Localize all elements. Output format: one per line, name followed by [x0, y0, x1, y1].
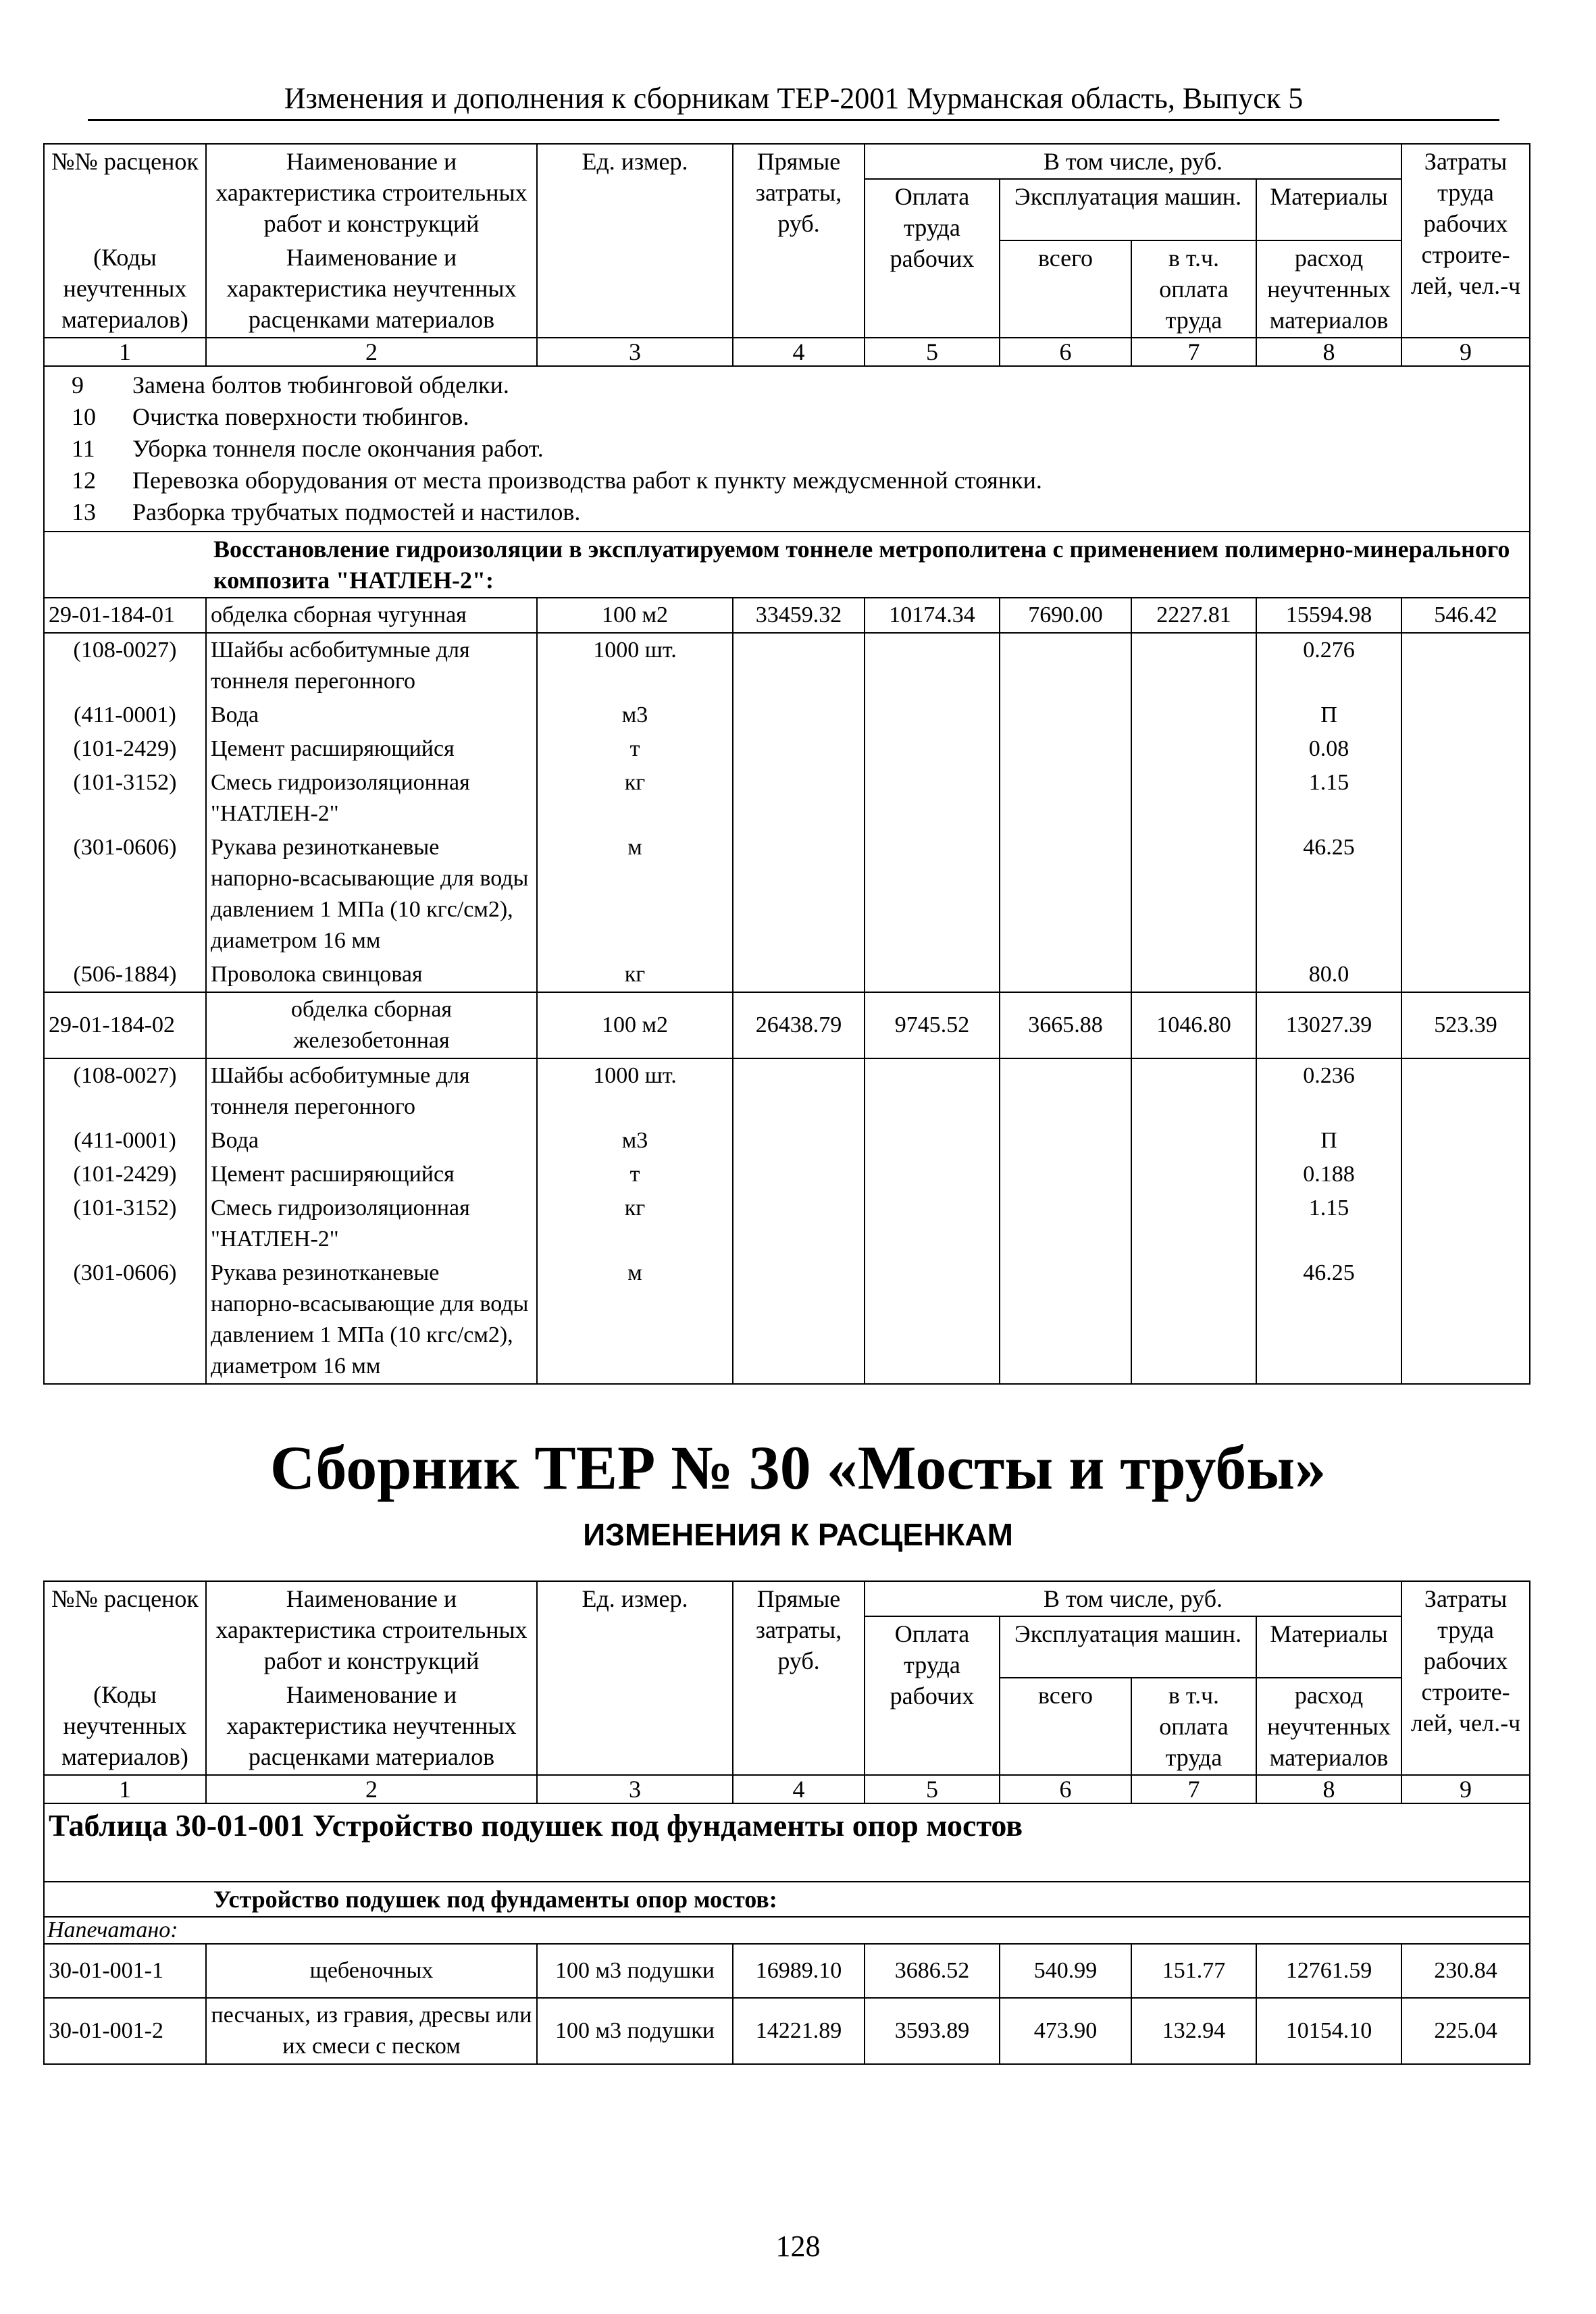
rate-row: [44, 1944, 1530, 1998]
rate-code: 29-01-184-01: [44, 598, 206, 633]
rates-table-30: [43, 1580, 1530, 2065]
col-direct-header: Прямые затраты, руб.: [733, 1581, 865, 1775]
notes-list: [44, 366, 1530, 532]
rate-machines-labor: 2227.81: [1131, 598, 1256, 633]
table2-rows: [44, 1944, 1530, 2064]
rate-unit: 100 м3 подушки: [537, 1998, 733, 2064]
material-row: (506-1884) Проволока свинцовая кг 80.0: [44, 958, 1530, 992]
rate-direct: 26438.79: [733, 992, 865, 1058]
col-unit-header: Ед. измер.: [537, 144, 733, 338]
rate-code: 30-01-001-1: [44, 1944, 206, 1998]
section-title: Устройство подушек под фундаменты опор мостов:: [44, 1882, 1530, 1917]
rate-name: обделка сборная железобетонная: [206, 992, 537, 1058]
rate-materials: 15594.98: [1256, 598, 1401, 633]
note-item: 9 Замена болтов тюбинговой обделки.: [72, 371, 509, 398]
rate-row: [44, 1998, 1530, 2064]
col-mach-total-header: всего: [1000, 240, 1131, 338]
material-row: (301-0606) Рукава резинотканевые напорно-всасывающие для воды давлением 1 МПа (10 кгс/см2), диаметром 16 мм м 46.25: [44, 831, 1530, 958]
rate-machines-labor: 1046.80: [1131, 992, 1256, 1058]
col-mach-labor-header: в т.ч. оплата труда: [1131, 1678, 1256, 1775]
rate-direct: 14221.89: [733, 1998, 865, 2064]
page-header: Изменения и дополнения к сборникам ТЕР-2001 Мурманская область, Выпуск 5: [284, 82, 1304, 115]
section-title: Восстановление гидроизоляции в эксплуатируемом тоннеле метрополитена с применением полимерно-минерального композита "НАТЛЕН-2":: [44, 532, 1530, 598]
col-direct-header: Прямые затраты, руб.: [733, 144, 865, 338]
note-item: 13 Разборка трубчатых подмостей и настилов.: [72, 498, 581, 525]
material-row: (101-2429) Цемент расширяющийся т 0.188: [44, 1158, 1530, 1191]
header-rule: [88, 119, 1499, 121]
rate-unit: 100 м2: [537, 992, 733, 1058]
material-row: (108-0027) Шайбы асбобитумные для тоннеля перегонного 1000 шт. 0.236: [44, 1058, 1530, 1124]
note-item: 10 Очистка поверхности тюбингов.: [72, 403, 469, 430]
col-mat-usage-header: расход неучтенных материалов: [1256, 240, 1401, 338]
rate-materials: 12761.59: [1256, 1944, 1401, 1998]
rate-row: [44, 598, 1530, 633]
rate-labor: 3593.89: [865, 1998, 1000, 2064]
material-row: (101-3152) Смесь гидроизоляционная "НАТЛЕН-2" кг 1.15: [44, 766, 1530, 831]
rate-direct: 33459.32: [733, 598, 865, 633]
rate-row: [44, 992, 1530, 1058]
rate-hours: 523.39: [1401, 992, 1530, 1058]
col-labor-header: Оплата труда рабочих: [865, 179, 1000, 338]
col-name-header: Наименование и характеристика строительных работ и конструкций: [206, 144, 537, 240]
col-unit-header: Ед. измер.: [537, 1581, 733, 1775]
col-machines-header: Эксплуатация машин.: [1000, 179, 1256, 240]
material-row: (101-2429) Цемент расширяющийся т 0.08: [44, 732, 1530, 766]
col-materials-header: Материалы: [1256, 1616, 1401, 1678]
material-row: (411-0001) Вода м3 П: [44, 698, 1530, 732]
rate-direct: 16989.10: [733, 1944, 865, 1998]
rate-hours: 230.84: [1401, 1944, 1530, 1998]
rate-labor: 3686.52: [865, 1944, 1000, 1998]
rate-name: песчаных, из гравия, дресвы или их смеси с песком: [206, 1998, 537, 2064]
column-numbers: 1 2 3 4 5 6 7 8 9: [44, 338, 1530, 366]
rate-name: щебеночных: [206, 1944, 537, 1998]
rate-block-2: [44, 992, 1530, 1384]
note-item: 12 Перевозка оборудования от места производства работ к пункту междусменной стоянки.: [72, 467, 1042, 494]
column-numbers: 1 2 3 4 5 6 7 8 9: [44, 1775, 1530, 1803]
col-hours-header: Затраты труда рабочих строите-лей, чел.-ч: [1401, 1581, 1530, 1775]
page-number: 128: [775, 2230, 821, 2263]
rate-machines: 7690.00: [1000, 598, 1131, 633]
collection-title: Сборник ТЕР № 30 «Мосты и трубы»: [269, 1433, 1327, 1502]
rate-machines-labor: 151.77: [1131, 1944, 1256, 1998]
rate-machines: 3665.88: [1000, 992, 1131, 1058]
col-group-header: В том числе, руб.: [865, 1581, 1401, 1616]
col-hours-header: Затраты труда рабочих строите-лей, чел.-ч: [1401, 144, 1530, 338]
rate-name: обделка сборная чугунная: [206, 598, 537, 633]
col-machines-header: Эксплуатация машин.: [1000, 1616, 1256, 1678]
notes-cell: [44, 366, 1530, 532]
col-code-header: №№ расценок: [44, 1581, 206, 1678]
rate-unit: 100 м2: [537, 598, 733, 633]
rates-table-29: [43, 143, 1530, 1385]
table-header: [44, 1581, 1530, 1775]
note-item: 11 Уборка тоннеля после окончания работ.: [72, 435, 544, 462]
rate-machines: 473.90: [1000, 1998, 1131, 2064]
rate-code: 30-01-001-2: [44, 1998, 206, 2064]
material-row: (101-3152) Смесь гидроизоляционная "НАТЛЕН-2" кг 1.15: [44, 1191, 1530, 1256]
rate-labor: 9745.52: [865, 992, 1000, 1058]
rate-materials: 13027.39: [1256, 992, 1401, 1058]
col-name-sub-header: Наименование и характеристика неучтенных расценками материалов: [206, 1678, 537, 1775]
table-caption: Таблица 30-01-001 Устройство подушек под фундаменты опор мостов: [44, 1803, 1530, 1882]
col-labor-header: Оплата труда рабочих: [865, 1616, 1000, 1775]
rate-machines: 540.99: [1000, 1944, 1131, 1998]
col-name-sub-header: Наименование и характеристика неучтенных расценками материалов: [206, 240, 537, 338]
rate-code: 29-01-184-02: [44, 992, 206, 1058]
col-mach-labor-header: в т.ч. оплата труда: [1131, 240, 1256, 338]
material-row: (301-0606) Рукава резинотканевые напорно-всасывающие для воды давлением 1 МПа (10 кгс/см2), диаметром 16 мм м 46.25: [44, 1256, 1530, 1384]
table-header: [44, 144, 1530, 338]
col-materials-header: Материалы: [1256, 179, 1401, 240]
rate-hours: 546.42: [1401, 598, 1530, 633]
rate-labor: 10174.34: [865, 598, 1000, 633]
rate-materials: 10154.10: [1256, 1998, 1401, 2064]
rate-unit: 100 м3 подушки: [537, 1944, 733, 1998]
material-row: (411-0001) Вода м3 П: [44, 1124, 1530, 1158]
col-group-header: В том числе, руб.: [865, 144, 1401, 179]
col-code-header: №№ расценок: [44, 144, 206, 240]
col-mach-total-header: всего: [1000, 1678, 1131, 1775]
col-code-sub-header: (Коды неучтенных материалов): [44, 240, 206, 338]
changes-subtitle: ИЗМЕНЕНИЯ К РАСЦЕНКАМ: [583, 1517, 1013, 1552]
material-row: (108-0027) Шайбы асбобитумные для тоннеля перегонного 1000 шт. 0.276: [44, 633, 1530, 698]
rate-block-1: [44, 598, 1530, 992]
printed-label: Напечатано:: [44, 1917, 1530, 1944]
col-code-sub-header: (Коды неучтенных материалов): [44, 1678, 206, 1775]
rate-hours: 225.04: [1401, 1998, 1530, 2064]
rate-machines-labor: 132.94: [1131, 1998, 1256, 2064]
col-name-header: Наименование и характеристика строительных работ и конструкций: [206, 1581, 537, 1678]
col-mat-usage-header: расход неучтенных материалов: [1256, 1678, 1401, 1775]
